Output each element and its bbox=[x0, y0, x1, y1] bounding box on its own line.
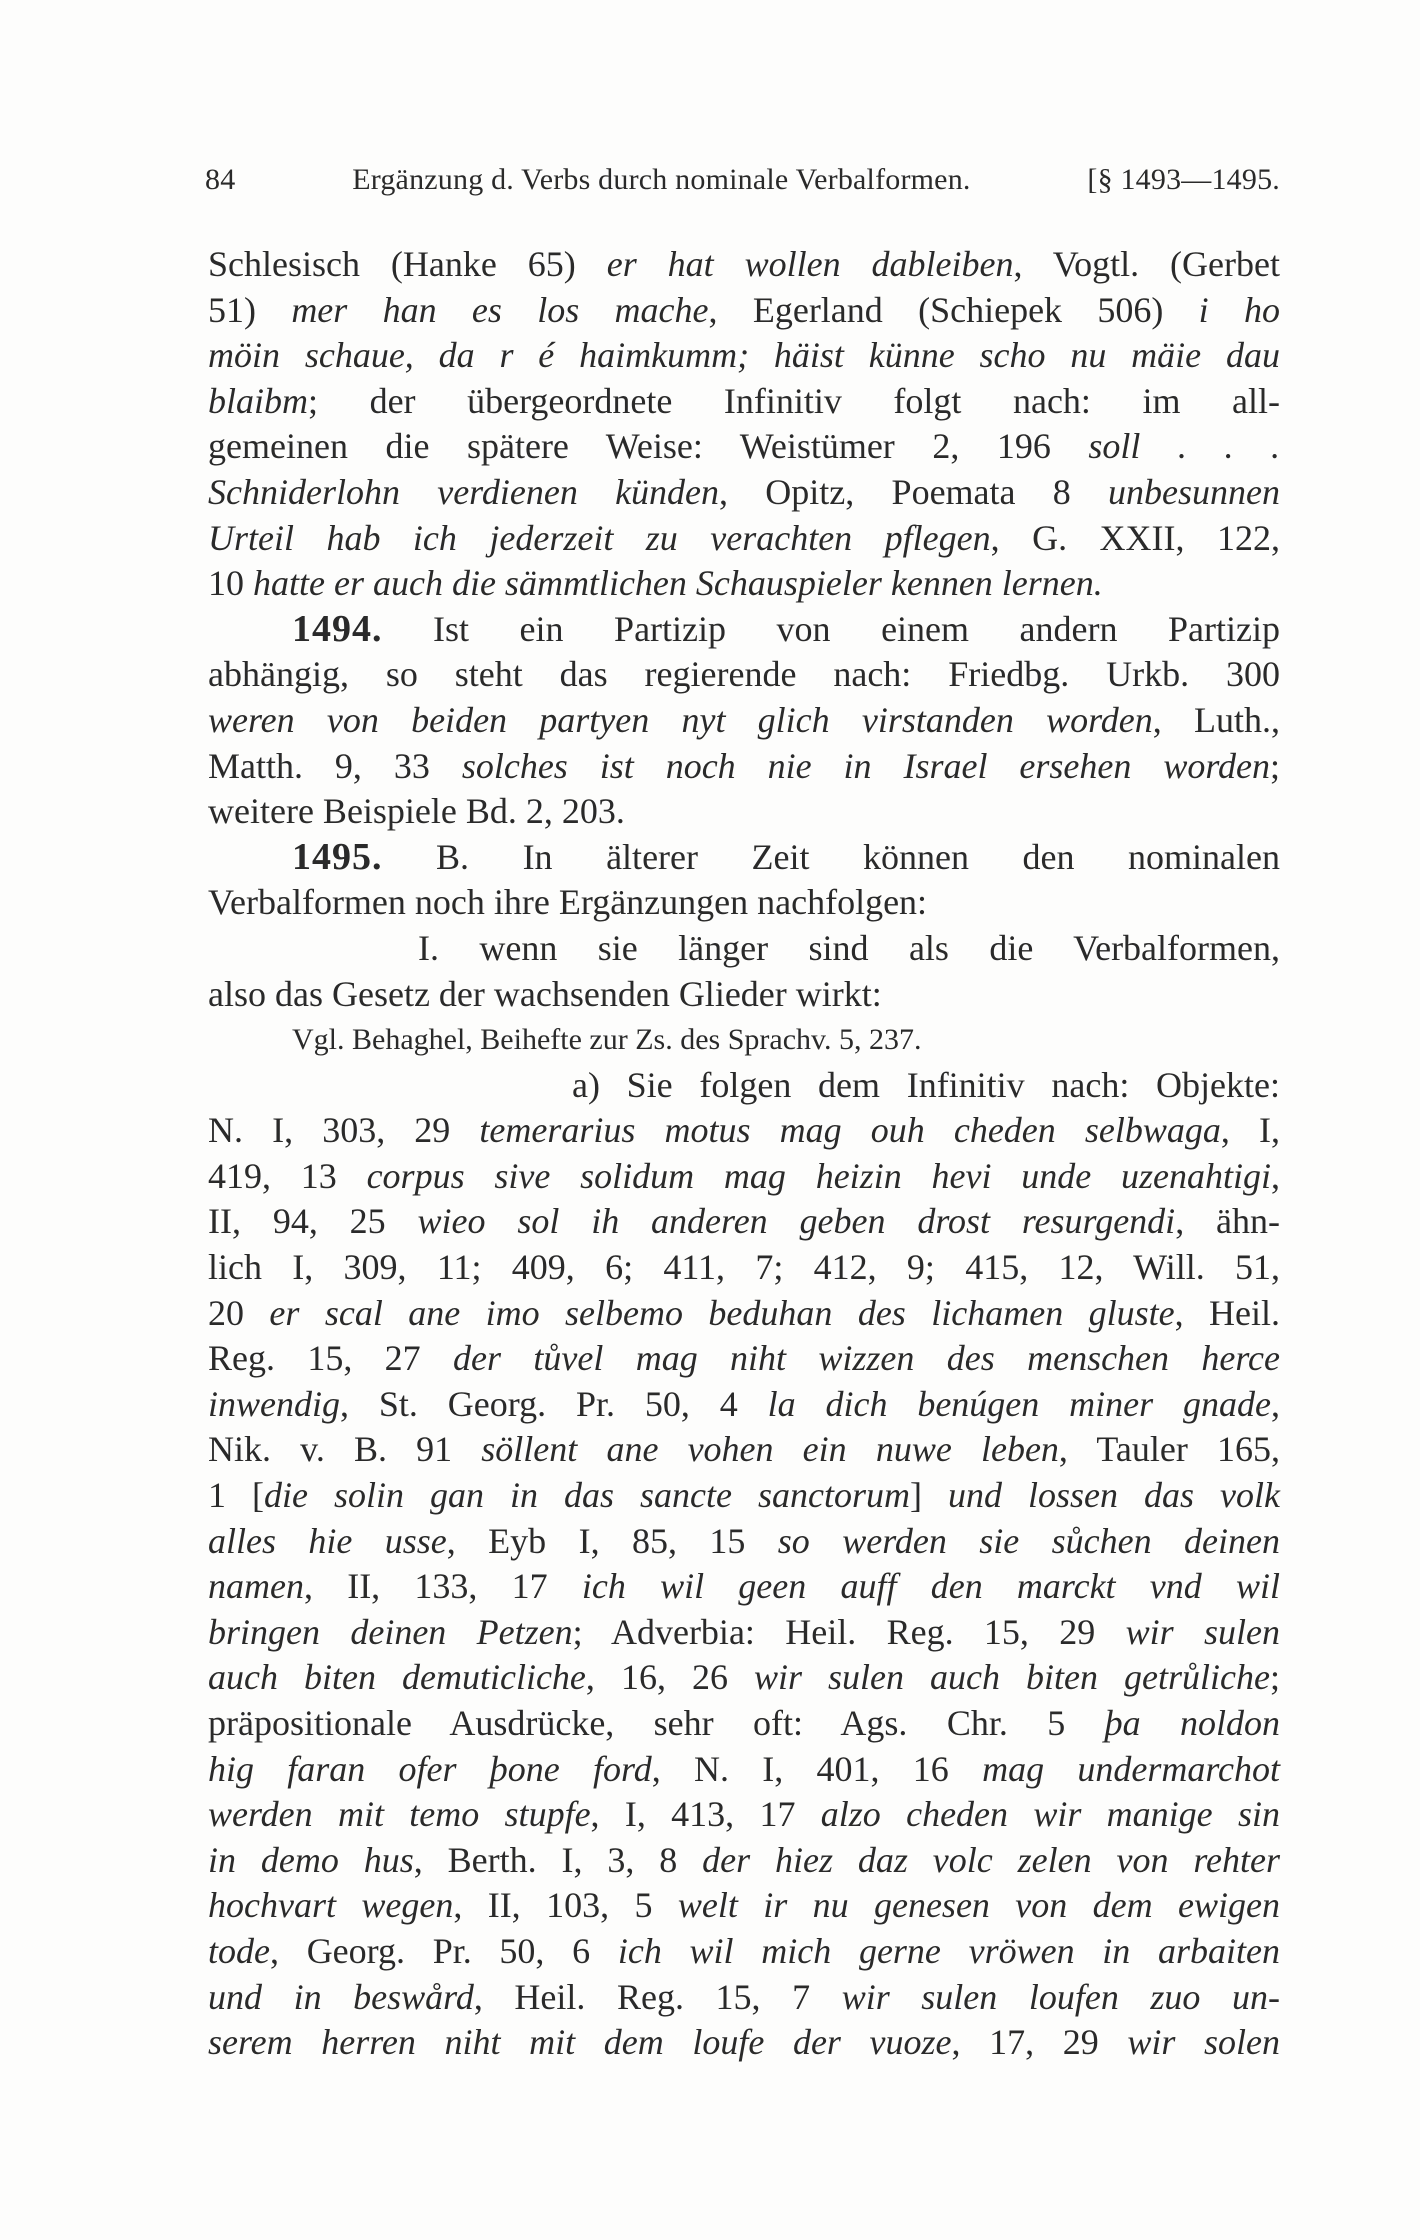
italic-citation: in demo hus bbox=[208, 1839, 414, 1880]
line-text: , Vogtl. (Gerbet bbox=[1013, 244, 1280, 284]
line-text: a) Sie folgen dem Infinitiv nach: Objekte: bbox=[572, 1064, 1280, 1105]
line-text: , Heil. bbox=[1174, 1292, 1281, 1333]
line-text: , I, 413, 17 bbox=[590, 1794, 821, 1835]
line-text: Verbalformen noch ihre Ergänzungen nachfolgen: bbox=[208, 882, 928, 923]
italic-citation: wir sulen bbox=[1125, 1611, 1281, 1652]
italic-citation: und lossen das volk bbox=[948, 1475, 1280, 1516]
italic-citation: Schniderlohn verdienen künden bbox=[208, 471, 720, 512]
line-text: Matth. 9, 33 bbox=[208, 745, 462, 786]
line-text: , bbox=[1271, 1155, 1280, 1196]
text-line bbox=[208, 1701, 1280, 1747]
italic-citation: soll . . . bbox=[1088, 426, 1280, 467]
text-line bbox=[208, 744, 1280, 790]
line-text: , 17, 29 bbox=[951, 2022, 1128, 2063]
text-line bbox=[208, 698, 1280, 744]
text-line bbox=[208, 1427, 1280, 1473]
section-number: 1494. bbox=[292, 607, 383, 650]
line-text: , Luth., bbox=[1152, 699, 1281, 740]
italic-citation: hochvart wegen bbox=[208, 1885, 454, 1926]
section-number: 1495. bbox=[292, 835, 383, 878]
line-text: 1 [ bbox=[208, 1475, 264, 1516]
body-text bbox=[208, 242, 1280, 2066]
line-text: abhängig, so steht das regierende nach: Friedbg. Urkb. 300 bbox=[208, 654, 1280, 695]
text-line bbox=[208, 972, 1280, 1018]
text-line bbox=[208, 789, 1280, 835]
line-text: Reg. 15, 27 bbox=[208, 1338, 454, 1379]
line-text: , Egerland (Schiepek 506) bbox=[708, 289, 1199, 330]
line-text: präpositionale Ausdrücke, sehr oft: Ags. Chr. 5 bbox=[208, 1703, 1105, 1743]
line-text: 51) bbox=[208, 289, 292, 330]
line-text: , G. XXII, 122, bbox=[990, 517, 1280, 558]
italic-citation: ich wil mich gerne vröwen in arbaiten bbox=[617, 1930, 1281, 1971]
text-line bbox=[208, 470, 1280, 516]
text-line bbox=[208, 516, 1280, 562]
line-text: , Tauler 165, bbox=[1058, 1429, 1280, 1470]
text-line bbox=[208, 1564, 1280, 1610]
italic-citation: bringen deinen Petzen bbox=[208, 1611, 573, 1652]
text-line bbox=[208, 1975, 1280, 2021]
line-text: Vgl. Behaghel, Beihefte zur Zs. des Sprachv. 5, 237. bbox=[292, 1023, 922, 1057]
line-text: Ist ein Partizip von einem andern Partizip bbox=[382, 608, 1280, 649]
text-line bbox=[208, 1291, 1280, 1337]
italic-citation: i ho bbox=[1198, 289, 1280, 330]
line-text: II, 94, 25 bbox=[208, 1201, 418, 1242]
text-line bbox=[208, 1655, 1280, 1701]
text-line bbox=[208, 1108, 1280, 1154]
italic-citation: inwendig bbox=[208, 1383, 340, 1424]
italic-citation: tode bbox=[208, 1930, 270, 1971]
line-text: B. In älterer Zeit können den nominalen bbox=[382, 836, 1280, 877]
italic-citation: weren von beiden partyen nyt glich virstanden worden bbox=[208, 699, 1153, 740]
italic-citation: Urteil hab ich jederzeit zu verachten pflegen bbox=[208, 517, 991, 558]
italic-citation: hig faran ofer þone ford bbox=[208, 1748, 652, 1789]
line-text: , Heil. Reg. 15, 7 bbox=[473, 1976, 842, 2017]
italic-citation: solches ist noch nie in Israel ersehen worden bbox=[461, 745, 1270, 786]
line-text: ; bbox=[1269, 745, 1280, 786]
italic-citation: temerarius motus mag ouh cheden selbwaga bbox=[479, 1110, 1221, 1151]
text-line bbox=[208, 607, 1280, 653]
italic-citation: alzo cheden wir manige sin bbox=[820, 1794, 1280, 1835]
line-text: , Opitz, Poemata 8 bbox=[719, 471, 1109, 512]
italic-citation: auch biten demuticliche bbox=[208, 1657, 586, 1698]
text-line bbox=[208, 926, 1280, 972]
text-line bbox=[208, 242, 1280, 288]
italic-citation: die solin gan in das sancte sanctorum bbox=[264, 1475, 910, 1516]
line-text: lich I, 309, 11; 409, 6; 411, 7; 412, 9; 415, 12, Will. 51, bbox=[208, 1247, 1280, 1288]
line-text: Schlesisch (Hanke 65) bbox=[208, 244, 607, 284]
line-text: 419, 13 bbox=[208, 1155, 367, 1196]
italic-citation: und in beswård bbox=[208, 1976, 474, 2017]
text-line bbox=[208, 1473, 1280, 1519]
italic-citation: möin schaue, da r é haimkumm; häist künne scho nu mäie dau bbox=[208, 335, 1280, 376]
italic-citation: wir solen bbox=[1127, 2022, 1281, 2063]
line-text: , Berth. I, 3, 8 bbox=[413, 1839, 703, 1880]
text-line bbox=[208, 1610, 1280, 1656]
text-line bbox=[208, 1519, 1280, 1565]
section-range: [§ 1493—1495. bbox=[1087, 163, 1280, 196]
text-line bbox=[208, 652, 1280, 698]
italic-citation: þa noldon bbox=[1104, 1703, 1280, 1743]
text-line bbox=[208, 1063, 1280, 1109]
line-text: , 16, 26 bbox=[585, 1657, 754, 1698]
text-line bbox=[208, 561, 1280, 607]
line-text: Nik. v. B. 91 bbox=[208, 1429, 482, 1470]
line-text: I. wenn sie länger sind als die Verbalformen, bbox=[418, 927, 1280, 968]
text-line bbox=[208, 1199, 1280, 1245]
italic-citation: unbesunnen bbox=[1108, 471, 1280, 512]
text-line bbox=[208, 1154, 1280, 1200]
text-line bbox=[208, 1838, 1280, 1884]
line-text: 10 bbox=[208, 563, 253, 604]
text-line bbox=[208, 1245, 1280, 1291]
text-line bbox=[208, 880, 1280, 926]
line-text: , Eyb I, 85, 15 bbox=[446, 1520, 778, 1561]
text-line bbox=[208, 1382, 1280, 1428]
line-text: ; der übergeordnete Infinitiv folgt nach: im all- bbox=[308, 380, 1280, 421]
page-number: 84 bbox=[205, 163, 236, 196]
text-line bbox=[208, 1929, 1280, 1975]
italic-citation: söllent ane vohen ein nuwe leben bbox=[481, 1429, 1059, 1470]
text-line bbox=[208, 1883, 1280, 1929]
line-text: ] bbox=[910, 1475, 948, 1516]
running-head bbox=[205, 160, 1280, 200]
italic-citation: werden mit temo stupfe bbox=[208, 1794, 591, 1835]
text-line bbox=[208, 424, 1280, 470]
text-line bbox=[208, 1336, 1280, 1382]
text-line bbox=[208, 1792, 1280, 1838]
line-text: , bbox=[1271, 1383, 1280, 1424]
line-text: , N. I, 401, 16 bbox=[651, 1748, 983, 1789]
line-text: , ähn- bbox=[1175, 1201, 1280, 1242]
italic-citation: la dich benúgen miner gnade bbox=[767, 1383, 1271, 1424]
line-text: , Georg. Pr. 50, 6 bbox=[269, 1930, 618, 1971]
line-text: , I, bbox=[1220, 1110, 1280, 1151]
italic-citation: der tůvel mag niht wizzen des menschen herce bbox=[453, 1338, 1280, 1379]
line-text: N. I, 303, 29 bbox=[208, 1110, 480, 1151]
italic-citation: hatte er auch die sämmtlichen Schauspieler kennen lernen. bbox=[253, 563, 1103, 604]
line-text: gemeinen die spätere Weise: Weistümer 2, 196 bbox=[208, 426, 1089, 467]
italic-citation: corpus sive solidum mag heizin hevi unde uzenahtigi bbox=[366, 1155, 1271, 1196]
text-line bbox=[208, 379, 1280, 425]
italic-citation: so werden sie sůchen deinen bbox=[777, 1520, 1280, 1561]
text-line bbox=[208, 288, 1280, 334]
italic-citation: alles hie usse bbox=[208, 1520, 447, 1561]
italic-citation: wieo sol ih anderen geben drost resurgendi bbox=[417, 1201, 1176, 1242]
text-line bbox=[208, 333, 1280, 379]
line-text: also das Gesetz der wachsenden Glieder wirkt: bbox=[208, 973, 882, 1014]
italic-citation: wir sulen auch biten getrůliche bbox=[753, 1657, 1270, 1698]
line-text: ; bbox=[1269, 1657, 1280, 1698]
text-line bbox=[208, 2020, 1280, 2066]
italic-citation: wir sulen loufen zuo un- bbox=[841, 1976, 1280, 2017]
italic-citation: mer han es los mache bbox=[291, 289, 709, 330]
text-line bbox=[208, 1747, 1280, 1793]
italic-citation: er scal ane imo selbemo beduhan des lichamen gluste bbox=[269, 1292, 1175, 1333]
running-title: Ergänzung d. Verbs durch nominale Verbalformen. bbox=[352, 163, 971, 196]
line-text: weitere Beispiele Bd. 2, 203. bbox=[208, 791, 625, 832]
italic-citation: serem herren niht mit dem loufe der vuoze bbox=[208, 2022, 952, 2063]
line-text: , II, 103, 5 bbox=[453, 1885, 678, 1926]
text-line bbox=[208, 835, 1280, 881]
line-text: 20 bbox=[208, 1292, 270, 1333]
italic-citation: er hat wollen dableiben bbox=[606, 244, 1014, 284]
italic-citation: der hiez daz volc zelen von rehter bbox=[702, 1839, 1280, 1880]
line-text: ; Adverbia: Heil. Reg. 15, 29 bbox=[572, 1611, 1126, 1652]
italic-citation: ich wil geen auff den marckt vnd wil bbox=[581, 1566, 1280, 1607]
italic-citation: mag undermarchot bbox=[982, 1748, 1280, 1789]
italic-citation: welt ir nu genesen von dem ewigen bbox=[677, 1885, 1280, 1926]
text-line bbox=[208, 1017, 1280, 1063]
italic-citation: namen bbox=[208, 1566, 304, 1607]
line-text: , II, 133, 17 bbox=[303, 1566, 582, 1607]
italic-citation: blaibm bbox=[208, 380, 309, 421]
line-text: , St. Georg. Pr. 50, 4 bbox=[340, 1383, 768, 1424]
